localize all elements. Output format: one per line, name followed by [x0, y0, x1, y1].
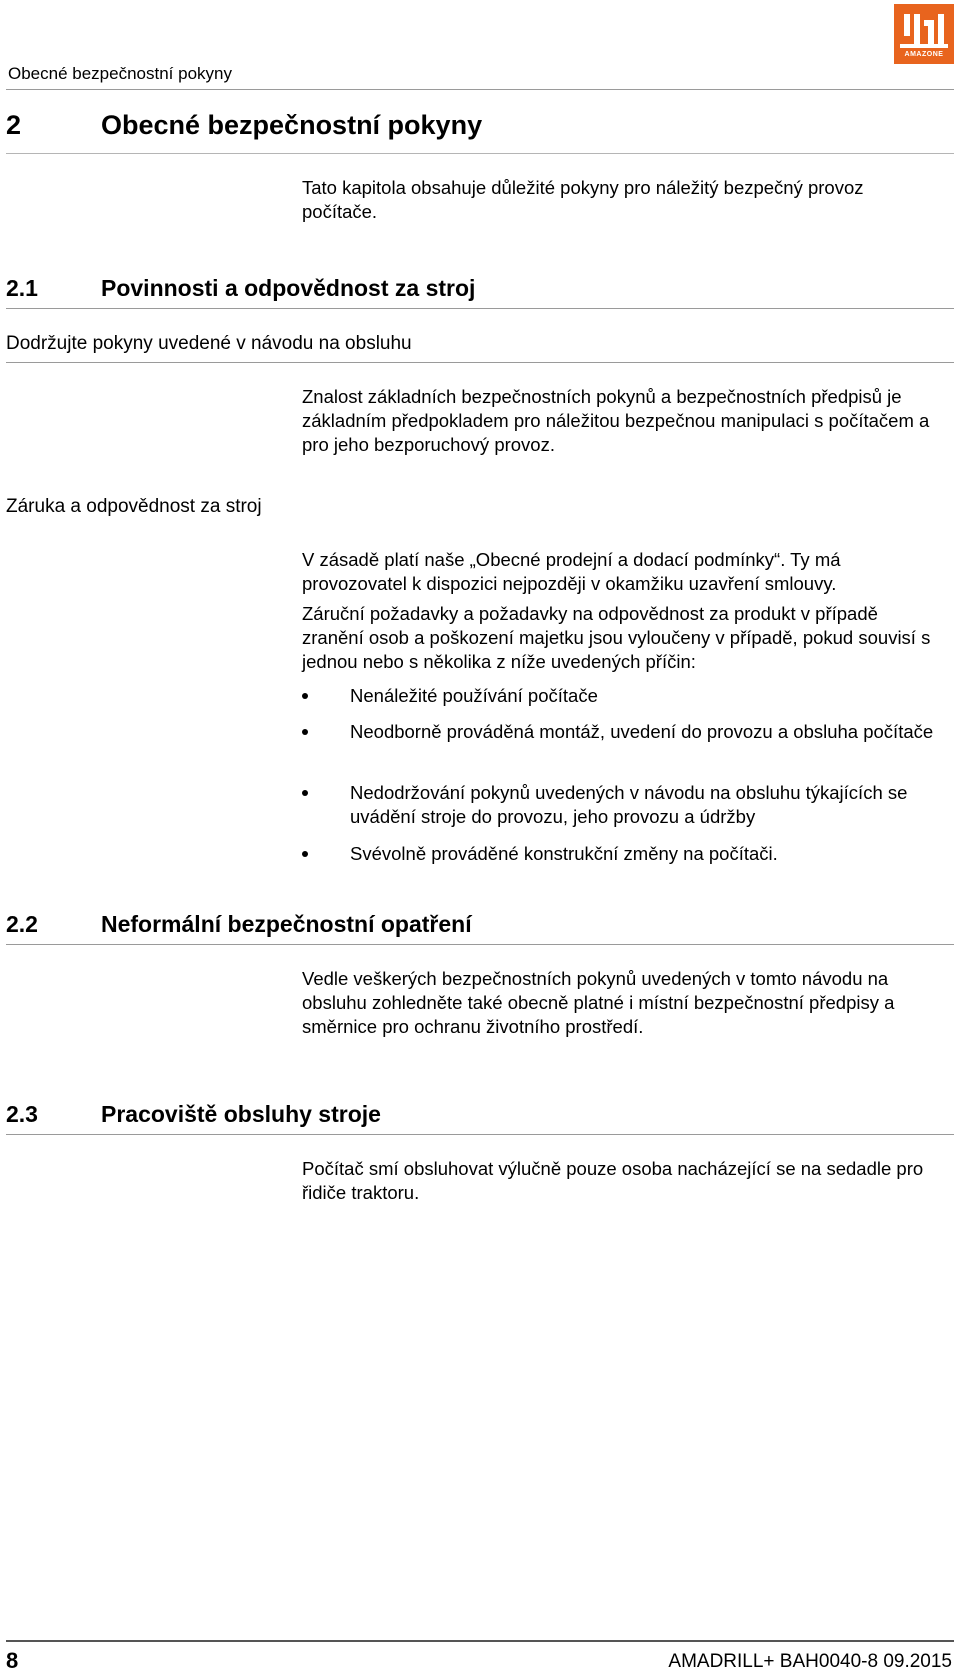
section-2-3-text: Počítač smí obsluhovat výlučně pouze osoba nacházející se na sedadle pro řidiče traktoru. — [302, 1158, 924, 1203]
page-number: 8 — [6, 1648, 19, 1673]
bullet-icon — [302, 693, 308, 699]
section-2-1-title: Povinnosti a odpovědnost za stroj — [101, 275, 476, 301]
chapter-title: Obecné bezpečnostní pokyny — [101, 110, 483, 140]
section-2-1-divider — [6, 308, 954, 309]
chapter-divider — [6, 153, 954, 154]
bullet-icon — [302, 729, 308, 735]
document-id: AMADRILL+ BAH0040-8 09.2015 — [668, 1651, 952, 1672]
bullet-icon — [302, 790, 308, 796]
subsection-heading-obey-manual: Dodržujte pokyny uvedené v návodu na obsluhu — [6, 333, 412, 354]
section-2-3-number: 2.3 — [6, 1101, 38, 1127]
warranty-text-claims: Záruční požadavky a požadavky na odpovědnost za produkt v případě zranění osob a poškození majetku jsou vyloučeny v případě, pokud souvisí s jednou nebo s několika z níže uvedených příčin: — [302, 603, 931, 672]
chapter-intro: Tato kapitola obsahuje důležité pokyny pro náležitý bezpečný provoz počítače. — [302, 177, 864, 222]
subsection-text-obey-manual: Znalost základních bezpečnostních pokynů a bezpečnostních předpisů je základním předpokladem pro náležitou bezpečnou manipulaci s počítačem a pro jeho bezporuchový provoz. — [302, 386, 930, 455]
section-2-2-divider — [6, 944, 954, 945]
section-2-3-title: Pracoviště obsluhy stroje — [101, 1101, 381, 1127]
section-2-2-title: Neformální bezpečnostní opatření — [101, 911, 472, 937]
logo-text: AMAZONE — [904, 51, 944, 58]
list-item: Nedodržování pokynů uvedených v návodu na obsluhu týkajících se uvádění stroje do provozu, jeho provozu a údržby — [302, 781, 942, 829]
section-2-2-text: Vedle veškerých bezpečnostních pokynů uvedených v tomto návodu na obsluhu zohledněte také obecně platné i místní bezpečnostní předpisy a směrnice pro ochranu životního prostředí. — [302, 968, 895, 1037]
section-2-1-number: 2.1 — [6, 275, 38, 301]
running-title: Obecné bezpečnostní pokyny — [8, 64, 232, 83]
list-item: Svévolně prováděné konstrukční změny na počítači. — [302, 842, 942, 866]
chapter-number: 2 — [6, 110, 22, 140]
section-2-2-number: 2.2 — [6, 911, 38, 937]
subsection-divider — [6, 362, 954, 363]
section-2-3-divider — [6, 1134, 954, 1135]
bullet-icon — [302, 851, 308, 857]
header-divider — [6, 89, 954, 90]
subsection-heading-warranty: Záruka a odpovědnost za stroj — [6, 496, 262, 517]
amazone-logo — [894, 4, 954, 64]
list-item: Nenáležité používání počítače — [302, 684, 942, 708]
warranty-text-terms: V zásadě platí naše „Obecné prodejní a dodací podmínky“. Ty má provozovatel k dispozici nejpozději v okamžiku uzavření smlouvy. — [302, 549, 841, 594]
footer-divider — [6, 1640, 954, 1642]
list-item: Neodborně prováděná montáž, uvedení do provozu a obsluha počítače — [302, 720, 942, 744]
